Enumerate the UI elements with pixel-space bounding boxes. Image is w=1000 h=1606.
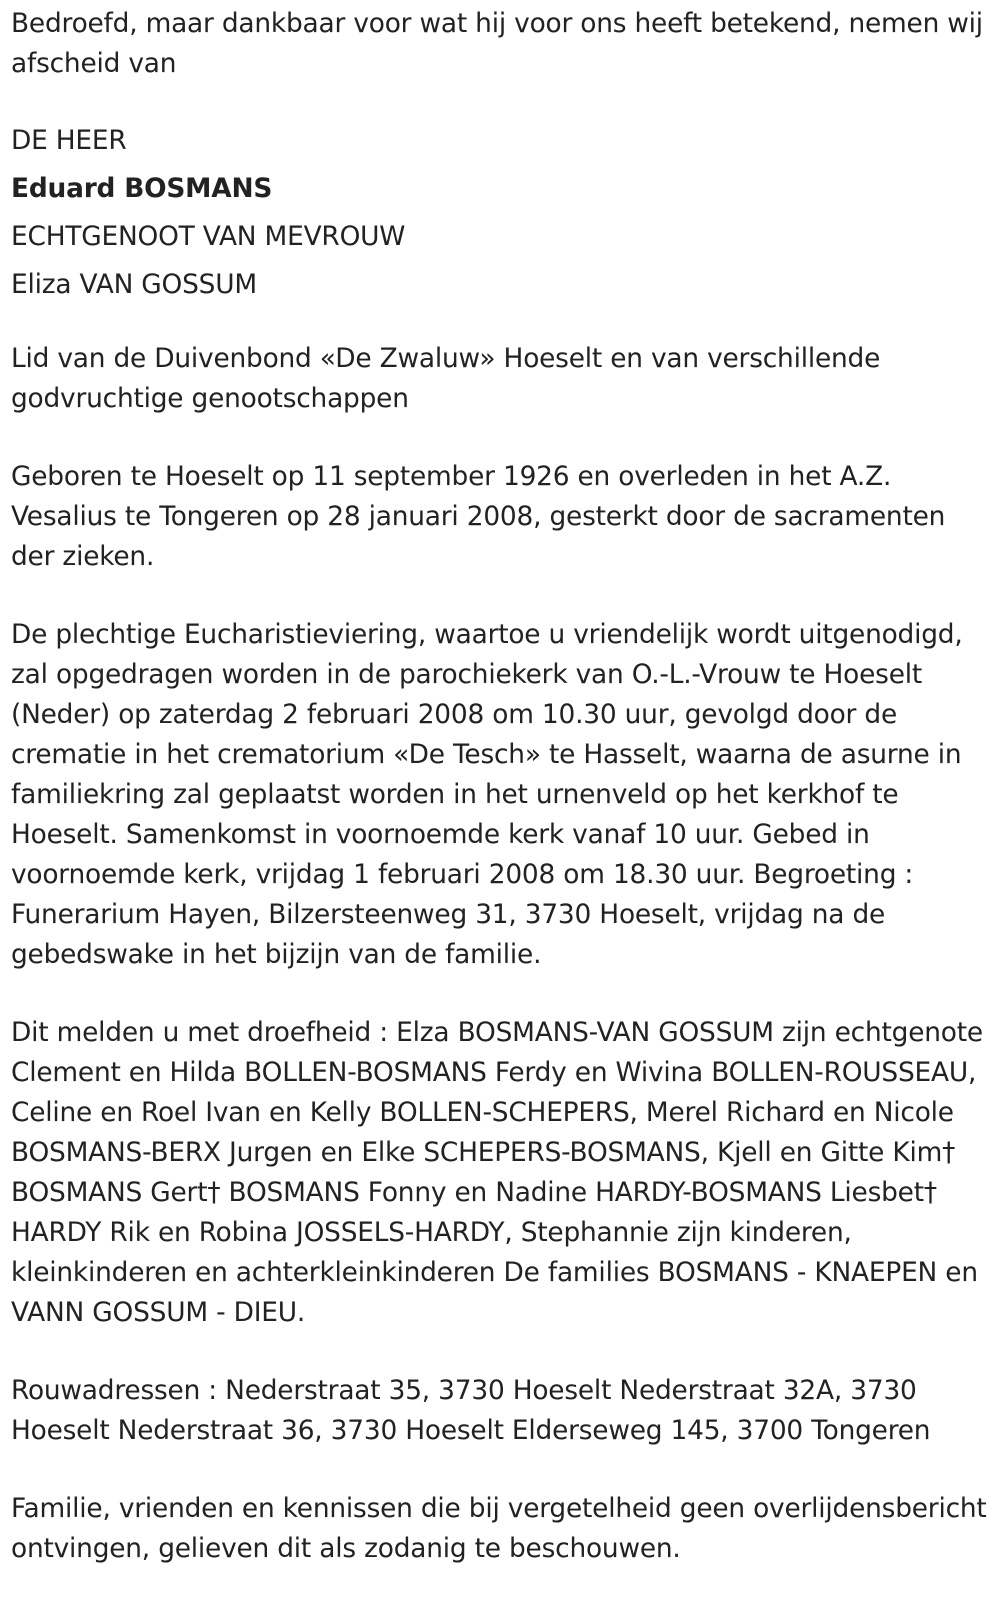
ceremony-text: De plechtige Eucharistieviering, waartoe u vriendelijk wordt uitgenodigd, zal opgedragen worden in de parochiekerk van O.-L.-Vrouw te Hoeselt (Neder) op zaterdag 2 februari 2008 om 10.30 uur, gevolgd door de crematie in het crematorium «De Tesch» te Hasselt, waarna de asurne in familiekring zal geplaatst worden in het urnenveld op het kerkhof te Hoeselt. Samenkomst in voornoemde kerk vanaf 10 uur. Gebed in voornoemde kerk, vrijdag 1 februari 2008 om 18.30 uur. Begroeting : Funerarium Hayen, Bilzersteenweg 31, 3730 Hoeselt, vrijdag na de gebedswake in het bijzijn van de familie. (11, 619, 963, 970)
addresses-text: Rouwadressen : Nederstraat 35, 3730 Hoeselt Nederstraat 32A, 3730 Hoeselt Nederstraat 36, 3730 Hoeselt Elderseweg 145, 3700 Tongeren (11, 1375, 931, 1446)
closing-text: Familie, vrienden en kennissen die bij vergetelheid geen overlijdensbericht ontvingen, gelieven dit als zodanig te beschouwen. (11, 1493, 987, 1564)
spouse-name: Eliza VAN GOSSUM (11, 269, 257, 300)
spouse-label: ECHTGENOOT VAN MEVROUW (11, 221, 406, 252)
membership-text: Lid van de Duivenbond «De Zwaluw» Hoeselt en van verschillende godvruchtige genootschappen (11, 343, 881, 414)
family-text: Dit melden u met droefheid : Elza BOSMANS-VAN GOSSUM zijn echtgenote Clement en Hilda BOLLEN-BOSMANS Ferdy en Wivina BOLLEN-ROUSSEAU, Celine en Roel Ivan en Kelly BOLLEN-SCHEPERS, Merel Richard en Nicole BOSMANS-BERX Jurgen en Elke SCHEPERS-BOSMANS, Kjell en Gitte Kim† BOSMANS Gert† BOSMANS Fonny en Nadine HARDY-BOSMANS Liesbet† HARDY Rik en Robina JOSSELS-HARDY, Stephannie zijn kinderen, kleinkinderen en achterkleinkinderen De families BOSMANS - KNAEPEN en VANN GOSSUM - DIEU. (11, 1017, 983, 1328)
deceased-name: Eduard BOSMANS (11, 173, 273, 204)
birth-death-text: Geboren te Hoeselt op 11 september 1926 en overleden in het A.Z. Vesalius te Tongeren op 28 januari 2008, gesterkt door de sacramenten der zieken. (11, 461, 946, 572)
deceased-header (11, 117, 988, 309)
title-prefix: DE HEER (11, 125, 127, 156)
intro-text: Bedroefd, maar dankbaar voor wat hij voor ons heeft betekend, nemen wij afscheid van (11, 8, 983, 79)
